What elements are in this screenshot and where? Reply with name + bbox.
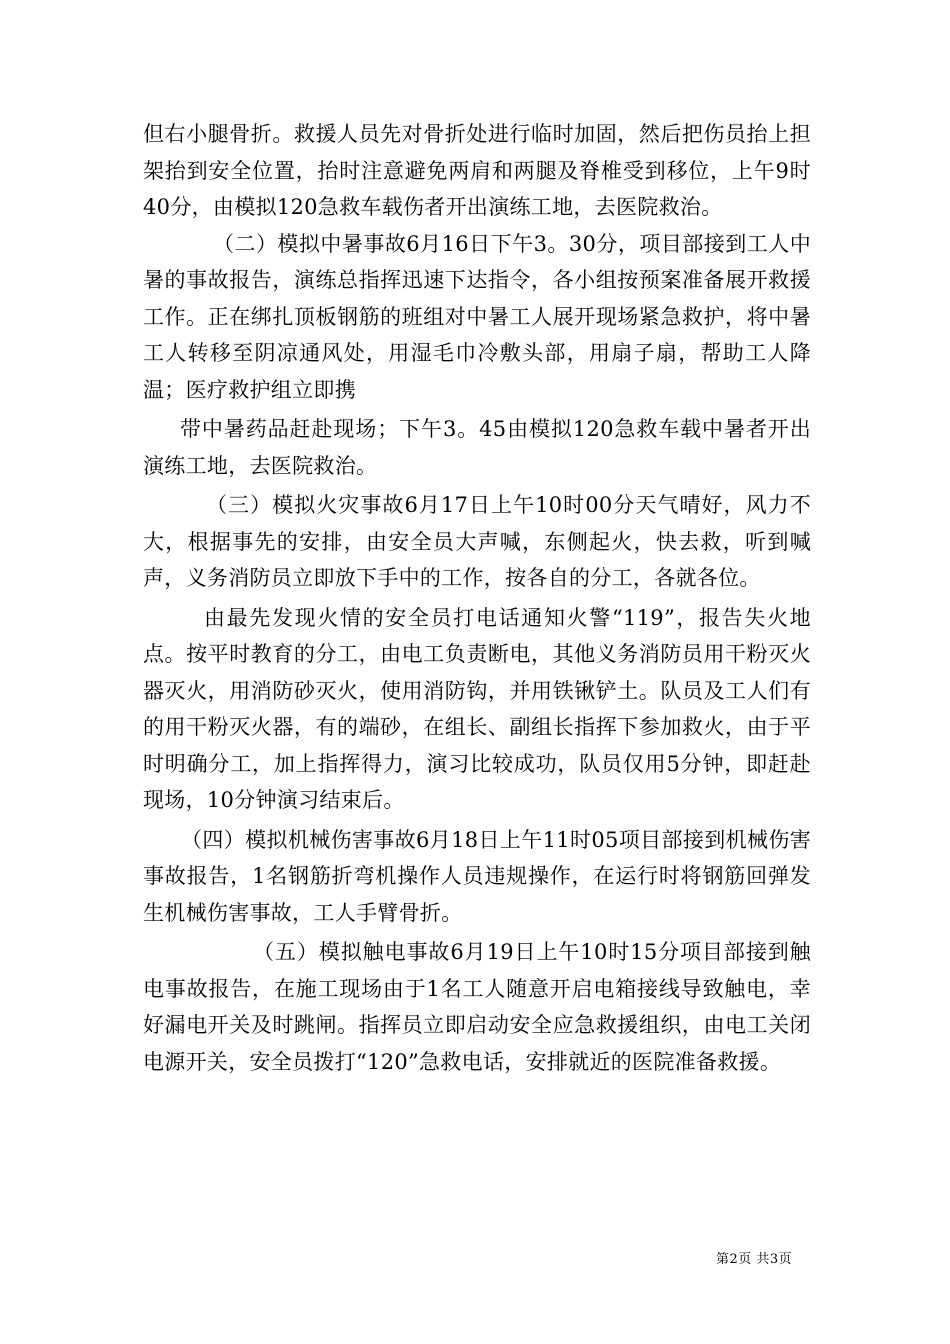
document-body [143,116,811,1080]
page-number-footer: 第2页 共3页 [716,1252,793,1267]
paragraph-fire-drill: （三）模拟火灾事故6月17日上午10时00分天气晴好，风力不大，根据事先的安排，由安全员大声喊，东侧起火，快去救，听到喊声，义务消防员立即放下手中的工作，按各自的分工，各就各位。 [143,493,811,590]
paragraph-electric-shock-drill: （五）模拟触电事故6月19日上午10时15分项目部接到触电事故报告，在施工现场由于1名工人随意开启电箱接线导致触电，幸好漏电开关及时跳闸。指挥员立即启动安全应急救援组织，由电工关闭电源开关，安全员拨打“120”急救电话，安排就近的医院准备救援。 [143,940,811,1074]
paragraph-heatstroke-followup: 带中暑药品赶赴现场；下午3。45由模拟120急救车载中暑者开出演练工地，去医院救治。 [143,417,811,478]
paragraph-fracture-rescue: 但右小腿骨折。救援人员先对骨折处进行临时加固，然后把伤员抬上担架抬到安全位置，抬时注意避免两肩和两腿及脊椎受到移位，上午9时40分，由模拟120急救车载伤者开出演练工地，去医院救治。 [143,122,811,219]
paragraph-mechanical-injury-drill: （四）模拟机械伤害事故6月18日上午11时05项目部接到机械伤害事故报告，1名钢筋折弯机操作人员违规操作，在运行时将钢筋回弹发生机械伤害事故，工人手臂骨折。 [143,827,811,925]
paragraph-heatstroke-drill: （二）模拟中暑事故6月16日下午3。30分，项目部接到工人中暑的事故报告，演练总指挥迅速下达指令，各小组按预案准备展开救援工作。正在绑扎顶板钢筋的班组对中暑工人展开现场紧急救护，将中暑工人转移至阴凉通风处，用湿毛巾冷敷头部，用扇子扇，帮助工人降温；医疗救护组立即携 [143,231,811,402]
paragraph-fire-response: 由最先发现火情的安全员打电话通知火警“119”，报告失火地点。按平时教育的分工，由电工负责断电，其他义务消防员用干粉灭火器灭火，用消防砂灭火，使用消防钩，并用铁锹铲土。队员及工人们有的用干粉灭火器，有的端砂，在组长、副组长指挥下参加救火，由于平时明确分工，加上指挥得力，演习比较成功，队员仅用5分钟，即赶赴现场，10分钟演习结束后。 [143,605,811,812]
